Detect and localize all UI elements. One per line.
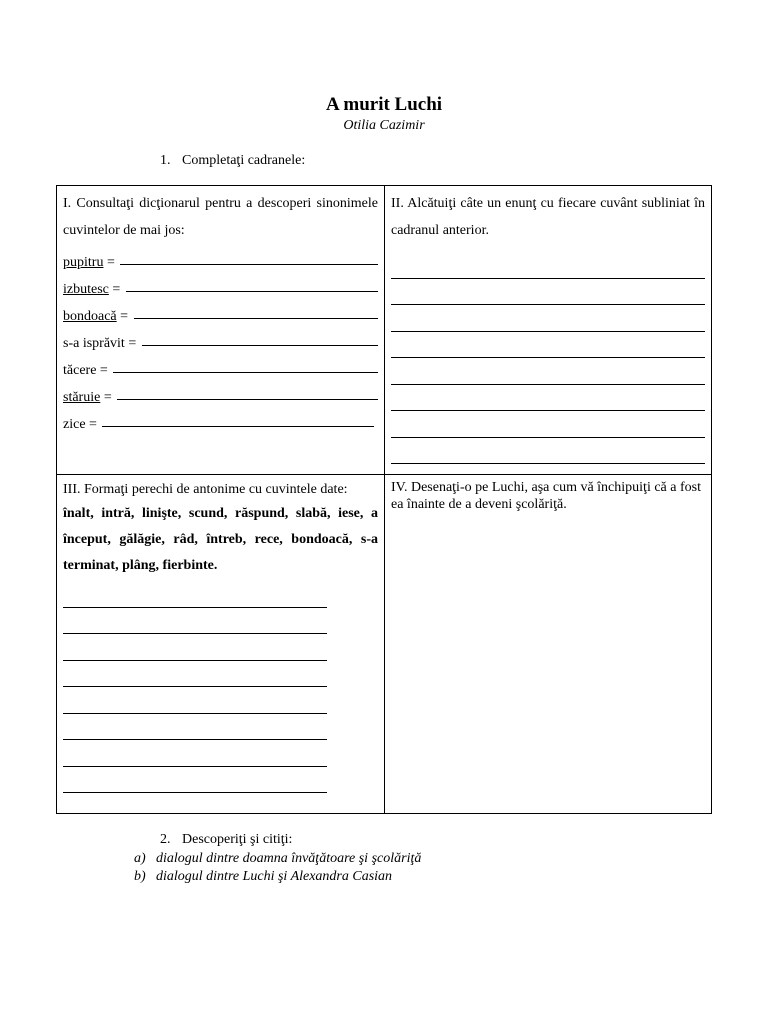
- cell-antonyms: [57, 475, 384, 813]
- worksheet-grid: [56, 185, 712, 814]
- answer-line[interactable]: [391, 305, 705, 332]
- answer-blank[interactable]: [142, 345, 378, 346]
- item-label: a): [134, 851, 146, 866]
- answer-line[interactable]: [391, 411, 705, 438]
- cell-sentences: [385, 186, 711, 474]
- equals-sign: =: [124, 336, 140, 351]
- item-text: dialogul dintre doamna învăţătoare şi şcolăriţă: [156, 851, 422, 866]
- cell-drawing[interactable]: [385, 475, 711, 813]
- answer-line[interactable]: [63, 714, 327, 741]
- synonym-word: pupitru: [63, 255, 104, 270]
- synonym-row: [63, 298, 378, 325]
- task-2-number: 2.: [160, 832, 171, 847]
- answer-line[interactable]: [391, 252, 705, 279]
- answer-line[interactable]: [63, 634, 327, 661]
- equals-sign: =: [96, 363, 112, 378]
- synonym-word: bondoacă: [63, 309, 117, 324]
- item-label: b): [134, 869, 146, 884]
- antonym-lines: [63, 581, 327, 793]
- antonym-word-list: înalt, intră, linişte, scund, răspund, slabă, iese, a început, gălăgie, râd, întreb, rece, bondoacă, s-a terminat, plâng, fierbinte.: [63, 506, 378, 573]
- synonym-word: izbutesc: [63, 282, 109, 297]
- answer-line[interactable]: [391, 438, 705, 465]
- answer-blank[interactable]: [102, 426, 374, 427]
- worksheet-title: A murit Luchi: [325, 94, 443, 115]
- answer-blank[interactable]: [134, 318, 378, 319]
- synonym-row: [63, 271, 378, 298]
- task-2-item-b: [134, 869, 392, 885]
- answer-line[interactable]: [391, 332, 705, 359]
- answer-line[interactable]: [63, 581, 327, 608]
- equals-sign: =: [116, 309, 132, 324]
- answer-line[interactable]: [391, 358, 705, 385]
- answer-line[interactable]: [63, 767, 327, 794]
- synonym-row: [63, 379, 378, 406]
- synonym-row: [63, 406, 378, 433]
- answer-line[interactable]: [391, 279, 705, 306]
- task-1-text: Completaţi cadranele:: [182, 153, 306, 168]
- equals-sign: =: [108, 282, 124, 297]
- answer-line[interactable]: [63, 608, 327, 635]
- cell-3-instruction: III. Formaţi perechi de antonime cu cuvintele date:: [63, 482, 348, 497]
- task-1: [160, 153, 305, 169]
- synonym-row: [63, 352, 378, 379]
- author-name: Otilia Cazimir: [343, 118, 425, 133]
- answer-line[interactable]: [63, 661, 327, 688]
- synonym-word: zice: [63, 417, 86, 432]
- task-2: [160, 832, 292, 848]
- answer-blank[interactable]: [117, 399, 378, 400]
- answer-line[interactable]: [391, 385, 705, 412]
- cell-synonyms: [57, 186, 384, 474]
- equals-sign: =: [85, 417, 101, 432]
- sentence-lines: [391, 252, 705, 464]
- answer-blank[interactable]: [120, 264, 378, 265]
- answer-blank[interactable]: [126, 291, 378, 292]
- synonym-word: tăcere: [63, 363, 97, 378]
- cell-1-instruction: I. Consultaţi dicţionarul pentru a descoperi sinonimele cuvintelor de mai jos:: [63, 196, 378, 238]
- equals-sign: =: [103, 255, 119, 270]
- synonym-word: s-a isprăvit: [63, 336, 125, 351]
- task-2-item-a: [134, 851, 421, 867]
- answer-line[interactable]: [63, 687, 327, 714]
- answer-line[interactable]: [63, 740, 327, 767]
- synonym-row: [63, 325, 378, 352]
- synonym-word: stăruie: [63, 390, 101, 405]
- answer-blank[interactable]: [113, 372, 378, 373]
- cell-4-instruction: IV. Desenaţi-o pe Luchi, aşa cum vă închipuiţi că a fost ea înainte de a deveni şcolăriţă.: [391, 480, 701, 512]
- item-text: dialogul dintre Luchi şi Alexandra Casian: [156, 869, 393, 884]
- task-2-text: Descoperiţi şi citiţi:: [182, 832, 293, 847]
- task-1-number: 1.: [160, 153, 171, 168]
- equals-sign: =: [100, 390, 116, 405]
- synonym-row: [63, 244, 378, 271]
- cell-2-instruction: II. Alcătuiţi câte un enunţ cu fiecare cuvânt subliniat în cadranul anterior.: [391, 196, 705, 238]
